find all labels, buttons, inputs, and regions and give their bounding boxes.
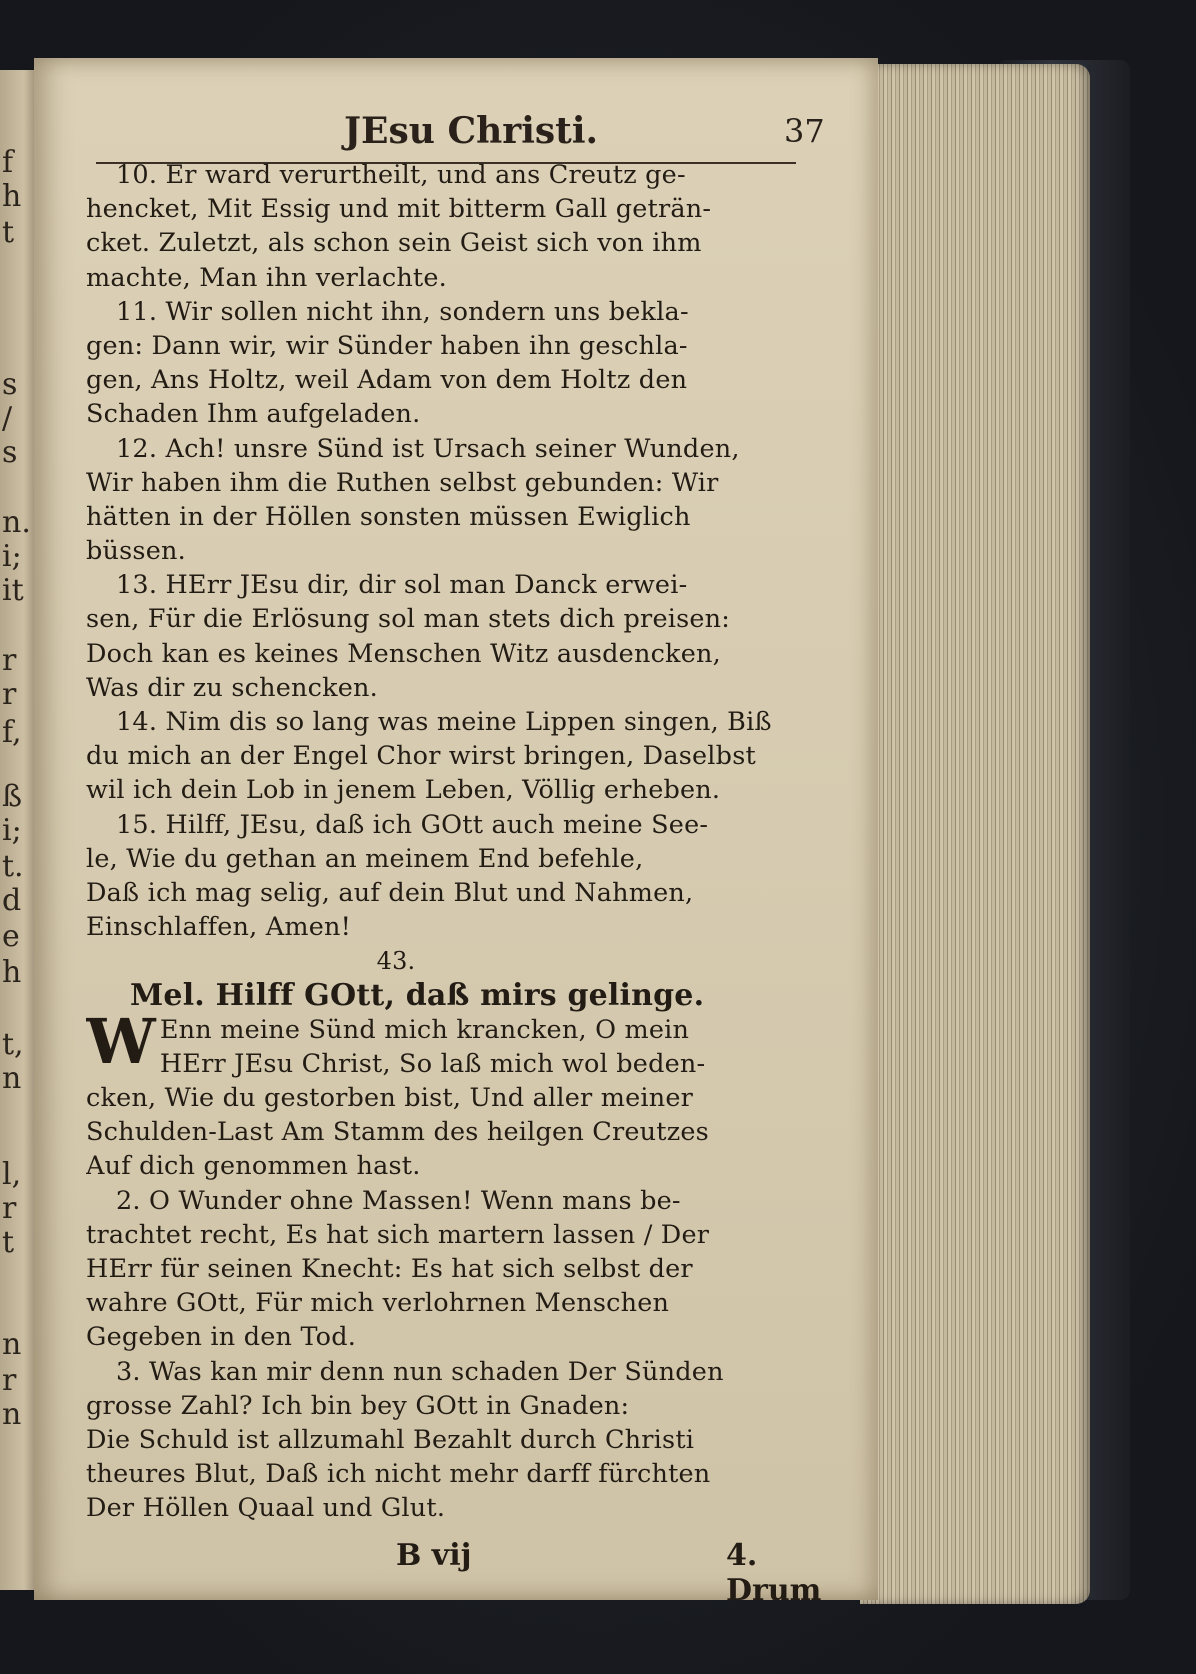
text-line: Schaden Ihm aufgeladen. bbox=[86, 399, 421, 430]
text-line: wil ich dein Lob in jenem Leben, Völlig erheben. bbox=[86, 775, 721, 806]
left-page-fragment: h bbox=[2, 955, 22, 990]
text-line: trachtet recht, Es hat sich martern lassen / Der bbox=[86, 1219, 710, 1250]
left-page-fragment: r bbox=[2, 1191, 17, 1226]
book-page bbox=[34, 58, 878, 1608]
left-page-fragment: t, bbox=[2, 1027, 24, 1062]
left-page-fragment: s bbox=[2, 435, 18, 470]
text-line: Einschlaffen, Amen! bbox=[86, 912, 352, 943]
page-footer bbox=[86, 1538, 846, 1608]
page-text bbox=[86, 158, 846, 1526]
text-line: cken, Wie du gestorben bist, Und aller meiner bbox=[86, 1083, 694, 1114]
text-line: Die Schuld ist allzumahl Bezahlt durch Christi bbox=[86, 1424, 695, 1455]
left-page-fragment: h bbox=[2, 179, 22, 214]
left-page-fragment: t bbox=[2, 1225, 15, 1260]
left-page-fragment: t. bbox=[2, 849, 24, 884]
text-line: le, Wie du gethan an meinem End befehle, bbox=[86, 843, 644, 874]
left-page-fragment: d bbox=[2, 883, 22, 918]
left-page-fragment: r bbox=[2, 1363, 17, 1398]
left-page-fragment: i; bbox=[2, 539, 22, 574]
text-line: 14. Nim dis so lang was meine Lippen singen, Biß bbox=[116, 707, 772, 737]
left-page-fragment: r bbox=[2, 677, 17, 712]
text-line: 2. O Wunder ohne Massen! Wenn mans be- bbox=[116, 1185, 681, 1216]
text-line: Auf dich genommen hast. bbox=[86, 1151, 421, 1182]
text-line: büssen. bbox=[86, 536, 186, 567]
text-line: HErr JEsu Christ, So laß mich wol beden- bbox=[159, 1048, 706, 1079]
drop-initial: W bbox=[86, 1012, 156, 1078]
text-line: Der Höllen Quaal und Glut. bbox=[86, 1493, 446, 1524]
text-line: hätten in der Höllen sonsten müssen Ewiglich bbox=[86, 501, 691, 532]
text-line: 13. HErr JEsu dir, dir sol man Danck erwei- bbox=[116, 570, 688, 601]
left-page-fragment: i; bbox=[2, 813, 22, 848]
text-line: wahre GOtt, Für mich verlohrnen Menschen bbox=[86, 1288, 670, 1319]
left-page-fragment: t bbox=[2, 215, 15, 250]
left-page-fragment: it bbox=[2, 573, 24, 608]
text-line: Schulden-Last Am Stamm des heilgen Creutzes bbox=[86, 1117, 709, 1148]
page-edges bbox=[860, 64, 1090, 1604]
text-line: Doch kan es keines Menschen Witz ausdencken, bbox=[86, 638, 721, 669]
left-page-fragment: s bbox=[2, 367, 18, 402]
text-line: gen, Ans Holtz, weil Adam von dem Holtz den bbox=[86, 365, 688, 396]
text-line: Wir haben ihm die Ruthen selbst gebunden: Wir bbox=[86, 467, 719, 498]
left-page-fragment: f bbox=[2, 145, 14, 180]
page-number: 37 bbox=[784, 112, 825, 150]
text-line: 12. Ach! unsre Sünd ist Ursach seiner Wunden, bbox=[116, 433, 740, 464]
hymn-melody: Mel. Hilff GOtt, daß mirs gelinge. bbox=[130, 978, 705, 1013]
page-header bbox=[94, 110, 844, 160]
hymn-number: 43. bbox=[376, 947, 416, 976]
left-page-fragment: e bbox=[2, 919, 20, 954]
text-line: Was dir zu schencken. bbox=[86, 672, 378, 703]
text-line: 11. Wir sollen nicht ihn, sondern uns bekla- bbox=[116, 296, 689, 327]
running-head: JEsu Christi. bbox=[344, 110, 599, 152]
text-line: 10. Er ward verurtheilt, und ans Creutz ge- bbox=[116, 160, 686, 190]
catchword: 4. Drum bbox=[726, 1538, 822, 1608]
left-page-fragment: / bbox=[2, 401, 13, 436]
text-line: hencket, Mit Essig und mit bitterm Gall geträn- bbox=[86, 194, 712, 225]
text-line: machte, Man ihn verlachte. bbox=[86, 262, 447, 293]
text-line: 3. Was kan mir denn nun schaden Der Sünden bbox=[116, 1356, 724, 1387]
text-line: du mich an der Engel Chor wirst bringen, Daselbst bbox=[86, 741, 756, 772]
text-line: gen: Dann wir, wir Sünder haben ihn geschla- bbox=[86, 330, 688, 361]
text-line: sen, Für die Erlösung sol man stets dich preisen: bbox=[86, 604, 731, 635]
text-line: Gegeben in den Tod. bbox=[86, 1322, 357, 1353]
text-line: Daß ich mag selig, auf dein Blut und Nahmen, bbox=[86, 877, 694, 908]
left-page-fragment: r bbox=[2, 643, 17, 678]
left-page-fragment: n bbox=[2, 1397, 22, 1432]
text-line: theures Blut, Daß ich nicht mehr darff fürchten bbox=[86, 1459, 711, 1490]
left-page-fragment: n bbox=[2, 1061, 22, 1096]
text-line: HErr für seinen Knecht: Es hat sich selbst der bbox=[86, 1254, 693, 1285]
text-line: 15. Hilff, JEsu, daß ich GOtt auch meine See- bbox=[116, 809, 709, 840]
left-page-fragment: f, bbox=[2, 715, 22, 750]
left-page-fragment: ß bbox=[2, 779, 23, 814]
left-page-fragment: n bbox=[2, 1327, 22, 1362]
left-page-fragment: n. bbox=[2, 505, 31, 540]
text-line: cket. Zuletzt, als schon sein Geist sich von ihm bbox=[86, 228, 702, 259]
hymn-opening bbox=[86, 1013, 846, 1081]
text-line: Enn meine Sünd mich krancken, O mein bbox=[159, 1014, 690, 1045]
text-line: grosse Zahl? Ich bin bey GOtt in Gnaden: bbox=[86, 1390, 630, 1421]
left-page-fragment: l, bbox=[2, 1157, 22, 1192]
signature-mark: B vij bbox=[396, 1538, 472, 1573]
